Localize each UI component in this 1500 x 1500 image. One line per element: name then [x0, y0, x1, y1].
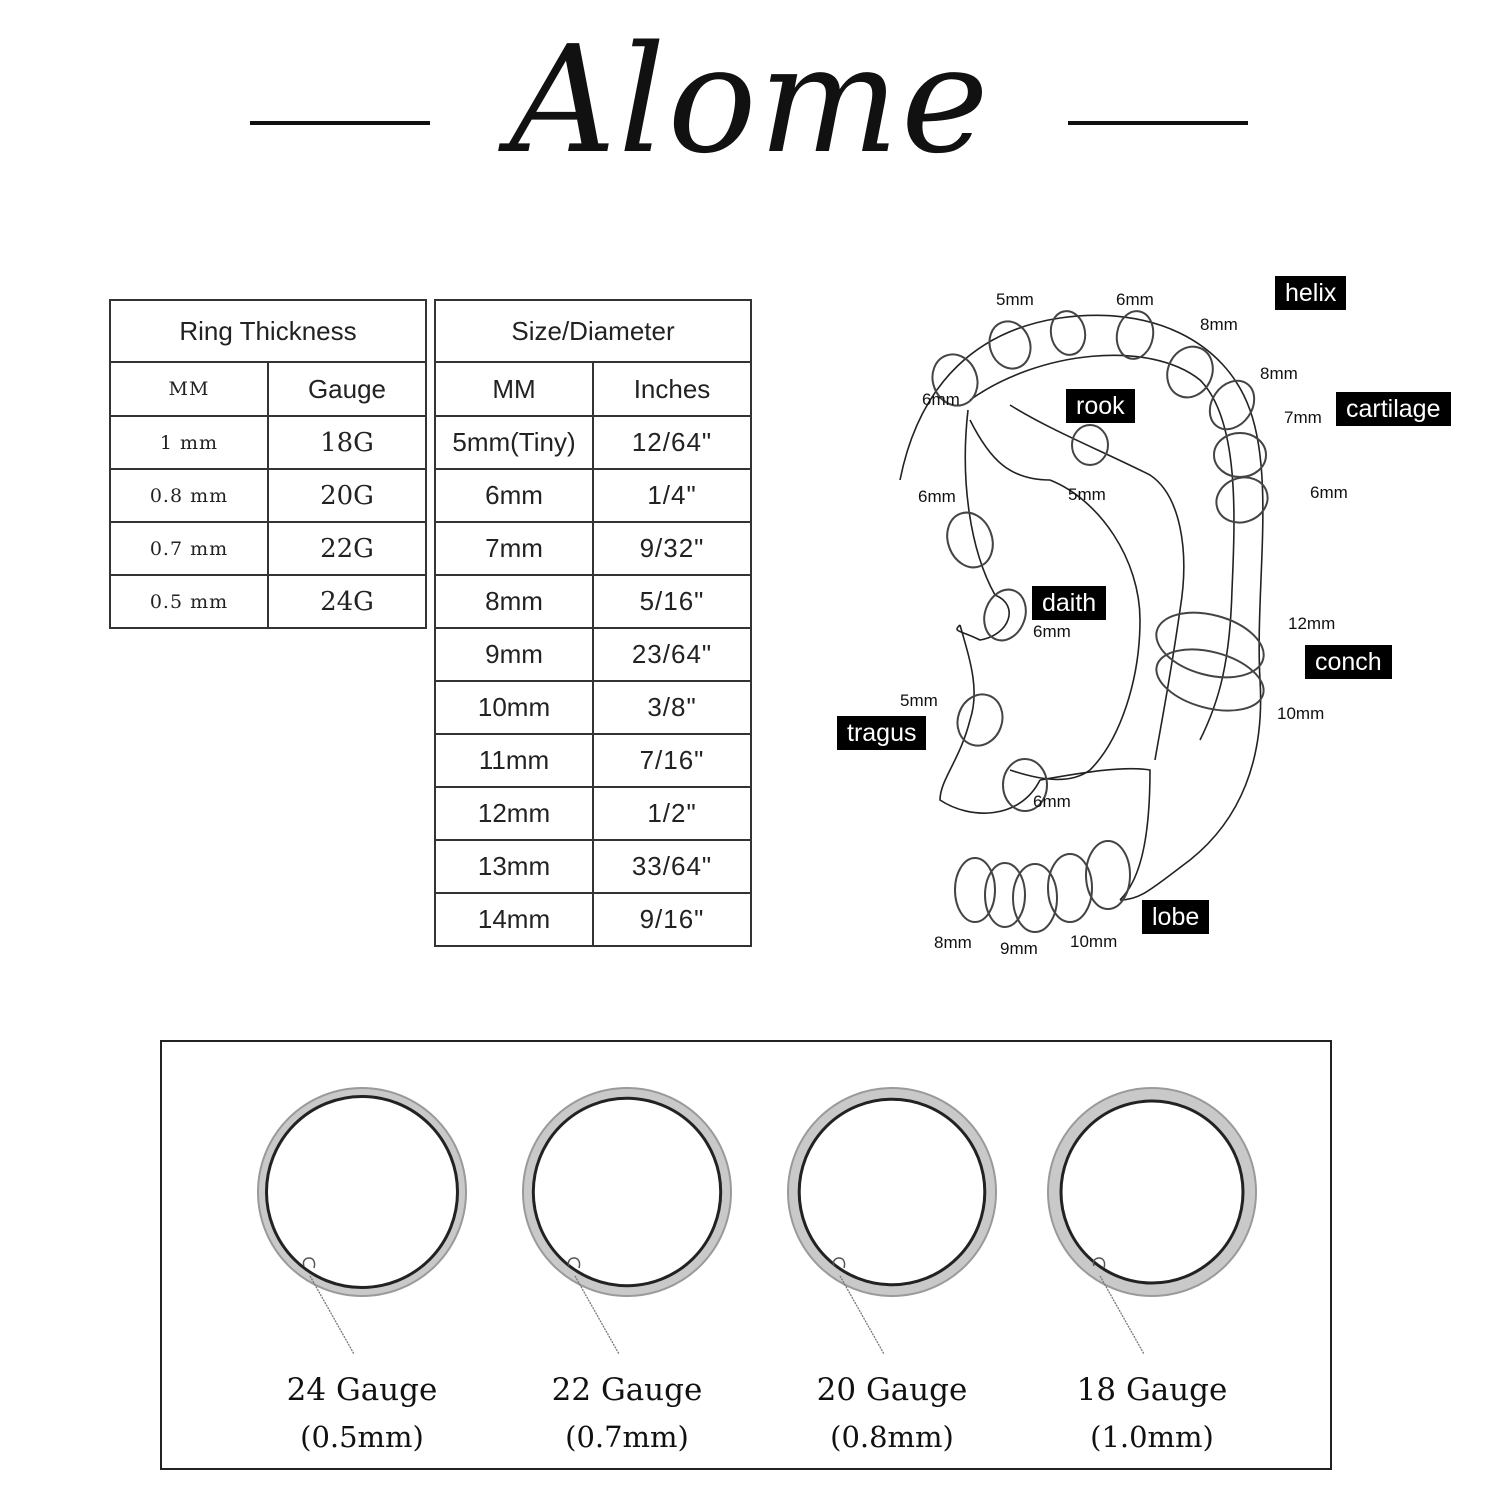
size-label: 6mm: [922, 390, 960, 409]
brand-logo: Alome: [509, 14, 991, 186]
gauge-thickness: (1.0mm): [1090, 1420, 1214, 1454]
table-row: [435, 628, 751, 681]
column-header: MM: [435, 362, 593, 416]
table-row: [435, 681, 751, 734]
gauge-label: 24 Gauge: [286, 1372, 438, 1408]
table-cell: 33/64": [593, 840, 751, 893]
size-label: 6mm: [1033, 622, 1071, 641]
table-cell: 14mm: [435, 893, 593, 946]
table-row: [110, 575, 426, 628]
table-cell: 0.5 mm: [110, 575, 268, 628]
table-row: [435, 787, 751, 840]
table-title: Ring Thickness: [110, 300, 426, 362]
table-cell: 6mm: [435, 469, 593, 522]
table-cell: 20G: [268, 469, 426, 522]
ring-inner-edge: [1061, 1101, 1243, 1283]
column-header: MM: [110, 362, 268, 416]
ring-icon: [772, 1072, 1012, 1372]
gauge-item: [507, 1042, 747, 1468]
label-helix: helix: [1275, 276, 1346, 310]
ear-piercing-diagram: [820, 260, 1480, 980]
label-cartilage: cartilage: [1336, 392, 1451, 426]
brand-divider-left: [250, 121, 430, 125]
table-cell: 9mm: [435, 628, 593, 681]
table-cell: 0.7 mm: [110, 522, 268, 575]
gauge-label: 20 Gauge: [816, 1372, 968, 1408]
table-cell: 7mm: [435, 522, 593, 575]
ring-icon: [242, 1072, 482, 1372]
size-label: 7mm: [1284, 408, 1322, 427]
table-cell: 11mm: [435, 734, 593, 787]
gauge-item: [1032, 1042, 1272, 1468]
ring-band: [1055, 1095, 1250, 1290]
table-cell: 9/16": [593, 893, 751, 946]
ring-icon: [1032, 1072, 1272, 1372]
label-daith: daith: [1032, 586, 1106, 620]
table-cell: 0.8 mm: [110, 469, 268, 522]
table-cell: 12/64": [593, 416, 751, 469]
table-title: Size/Diameter: [435, 300, 751, 362]
size-label: 6mm: [1033, 792, 1071, 811]
ring-band: [262, 1092, 462, 1292]
table-row: [435, 575, 751, 628]
table-row: [435, 840, 751, 893]
table-cell: 12mm: [435, 787, 593, 840]
size-label: 8mm: [1200, 315, 1238, 334]
ring-icon: [507, 1072, 747, 1372]
ring-thickness-table: [109, 299, 427, 629]
table-cell: 9/32": [593, 522, 751, 575]
ear-outline: [820, 260, 1480, 980]
table-cell: 1/2": [593, 787, 751, 840]
size-label: 5mm: [1068, 485, 1106, 504]
table-row: [435, 893, 751, 946]
size-label: 5mm: [900, 691, 938, 710]
table-cell: 5mm(Tiny): [435, 416, 593, 469]
gauge-item: [242, 1042, 482, 1468]
ring-clasp: [303, 1258, 314, 1268]
table-row: [110, 416, 426, 469]
brand-header: [0, 0, 1500, 200]
table-row: [435, 469, 751, 522]
size-label: 10mm: [1070, 932, 1118, 951]
size-label: 9mm: [1000, 939, 1038, 958]
table-row: [435, 734, 751, 787]
table-row: [435, 416, 751, 469]
brand-divider-right: [1068, 121, 1248, 125]
table-cell: 22G: [268, 522, 426, 575]
gauge-thickness: (0.7mm): [565, 1420, 689, 1454]
table-cell: 8mm: [435, 575, 593, 628]
size-label: 6mm: [1310, 483, 1348, 502]
size-diameter-table: [434, 299, 752, 947]
table-cell: 24G: [268, 575, 426, 628]
ring-band: [794, 1094, 991, 1291]
column-header: Inches: [593, 362, 751, 416]
ring-inner-edge: [799, 1099, 985, 1285]
label-rook: rook: [1066, 389, 1135, 423]
size-label: 10mm: [1277, 704, 1325, 723]
ring-band: [528, 1093, 726, 1291]
table-cell: 18G: [268, 416, 426, 469]
size-label: 12mm: [1288, 614, 1336, 633]
gauge-comparison-panel: [160, 1040, 1332, 1470]
size-label: 8mm: [1260, 364, 1298, 383]
ring-inner-edge: [533, 1098, 720, 1285]
label-conch: conch: [1305, 645, 1392, 679]
size-label: 6mm: [918, 487, 956, 506]
table-cell: 1/4": [593, 469, 751, 522]
label-lobe: lobe: [1142, 900, 1209, 934]
table-cell: 10mm: [435, 681, 593, 734]
table-cell: 5/16": [593, 575, 751, 628]
table-cell: 1 mm: [110, 416, 268, 469]
size-label: 8mm: [934, 933, 972, 952]
table-row: [110, 469, 426, 522]
table-cell: 13mm: [435, 840, 593, 893]
gauge-thickness: (0.5mm): [300, 1420, 424, 1454]
gauge-thickness: (0.8mm): [830, 1420, 954, 1454]
gauge-item: [772, 1042, 1012, 1468]
column-header: Gauge: [268, 362, 426, 416]
table-cell: 3/8": [593, 681, 751, 734]
label-tragus: tragus: [837, 716, 926, 750]
gauge-label: 22 Gauge: [551, 1372, 703, 1408]
ring-inner-edge: [267, 1097, 458, 1288]
gauge-label: 18 Gauge: [1076, 1372, 1228, 1408]
table-row: [435, 522, 751, 575]
table-cell: 7/16": [593, 734, 751, 787]
size-label: 6mm: [1116, 290, 1154, 309]
size-label: 5mm: [996, 290, 1034, 309]
table-cell: 23/64": [593, 628, 751, 681]
table-row: [110, 522, 426, 575]
